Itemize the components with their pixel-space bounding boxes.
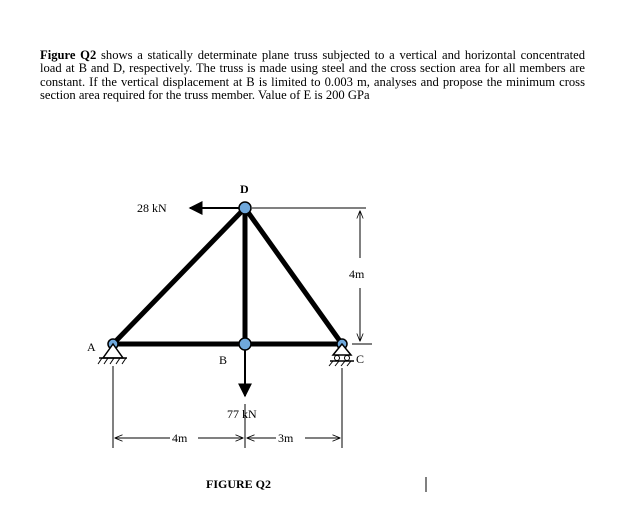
- roller-support-C: [329, 344, 354, 366]
- right-span-label: 3m: [278, 431, 294, 445]
- node-label-B: B: [219, 353, 228, 367]
- truss-members: [113, 208, 342, 344]
- horizontal-load: [137, 201, 239, 215]
- vertical-load-label: 77 kN: [227, 407, 257, 421]
- figure-reference: Figure Q2: [40, 48, 97, 62]
- horizontal-load-label: 28 kN: [137, 201, 167, 215]
- member-DC: [245, 208, 342, 344]
- member-AD: [113, 208, 245, 344]
- left-span-label: 4m: [172, 431, 188, 445]
- joint-B: [239, 338, 251, 350]
- figure-caption: FIGURE Q2: [206, 477, 272, 491]
- pin-support-A: [98, 344, 127, 364]
- question-body: shows a statically determinate plane truss subjected to a vertical and horizontal concentrated load at B and D, respectively. The truss is made using steel and the cross section area for all members are constant. If the vertical displacement at B is limited to 0.003 m, analyses and propose the minimum cross section area required for the truss member. Value of E is 200 GPa: [40, 48, 585, 103]
- height-dimension-label: 4m: [349, 267, 365, 281]
- node-label-D: D: [240, 182, 249, 196]
- joint-D: [239, 202, 251, 214]
- height-dimension: [252, 208, 372, 344]
- node-label-C: C: [356, 352, 365, 366]
- vertical-load: [227, 350, 257, 421]
- node-label-A: A: [87, 340, 96, 354]
